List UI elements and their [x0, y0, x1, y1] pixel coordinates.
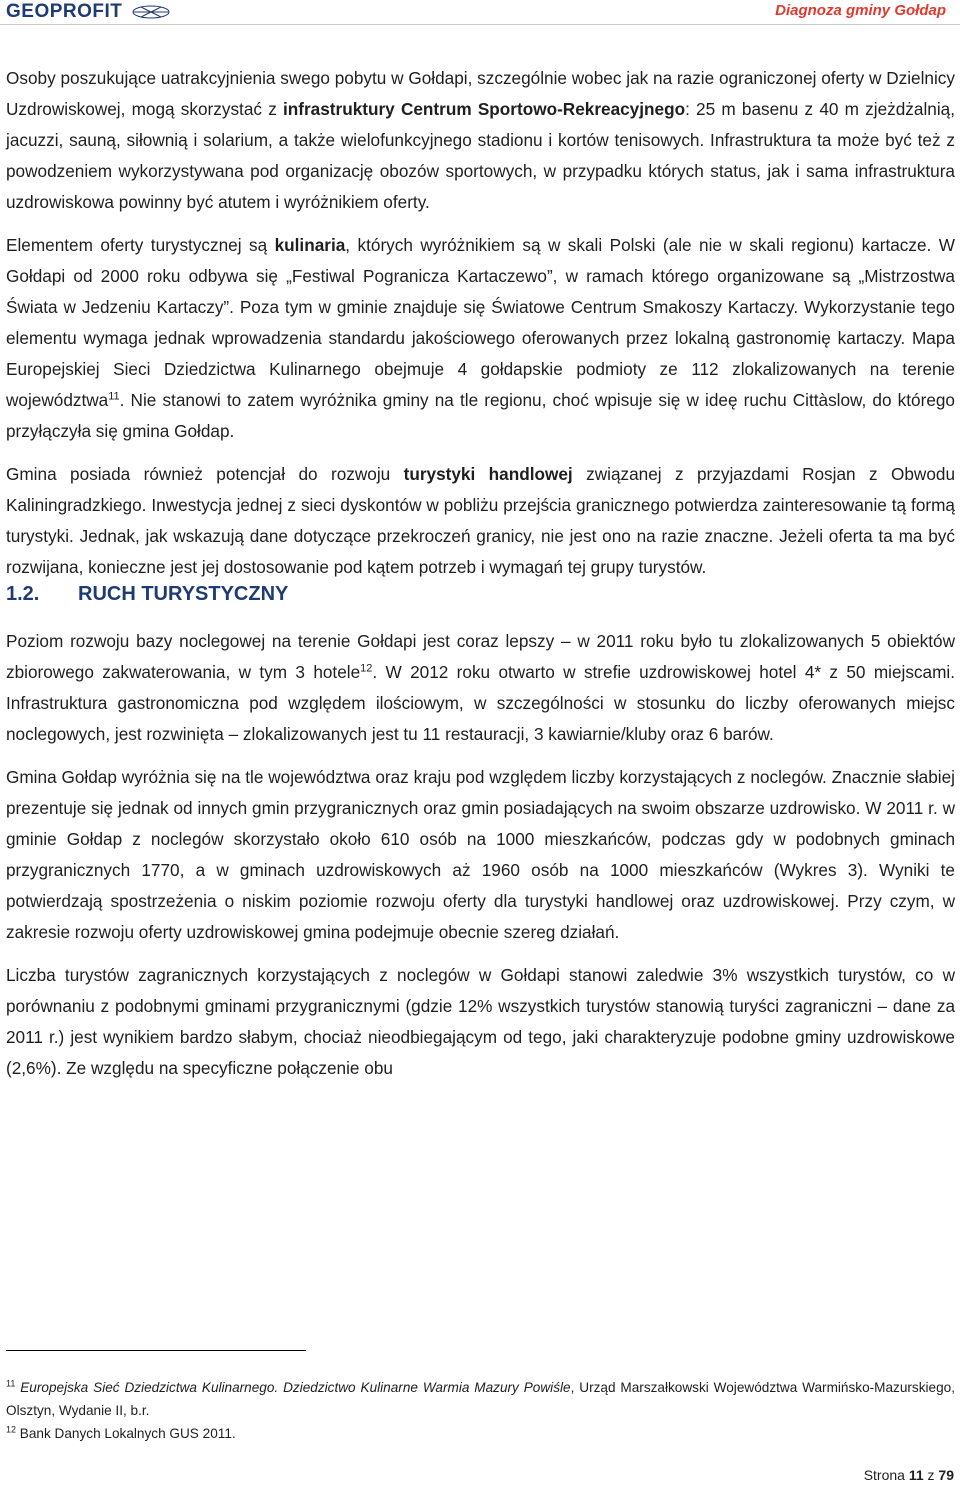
logo-globe-icon — [131, 5, 171, 19]
footnote-divider — [6, 1350, 306, 1351]
logo-text: GEOPROFIT — [6, 1, 123, 22]
paragraph-sports-infrastructure: Osoby poszukujące uatrakcyjnienia swego pobytu w Gołdapi, szczególnie wobec jak na razie ograniczonej oferty w Dzielnicy Uzdrowiskowej, mogą skorzystać z infrastruktury Centrum Sportowo-Rekreacyjnego: 25 m basenu z 40 m zjeżdżalnią, jacuzzi, sauną, siłownią i solarium, a także wielofunkcyjnego stadionu i kortów tenisowych. Infrastruktura ta może być też z powodzeniem wykorzystywana pod organizację obozów sportowych, w przypadku których status, jak i sama infrastruktura uzdrowiskowa powinny być atutem i wyróżnikiem oferty. — [6, 68, 955, 212]
footnote-ref: 12 — [360, 662, 373, 675]
bold-term: infrastruktury Centrum Sportowo-Rekreacyjnego — [283, 99, 686, 119]
paragraph-accommodation: Poziom rozwoju bazy noclegowej na terenie Gołdapi jest coraz lepszy – w 2011 roku było tu zlokalizowanych 5 obiektów zbiorowego zakwaterowania, w tym 3 hotele$^{12}$. W 2012 roku otwarto w strefie uzdrowiskowej hotel 4* z 50 miejscami. Infrastruktura gastronomiczna pod względem ilościowym, w szczególności w stosunku do liczby oferowanych miejsc noclegowych, jest rozwinięta – zlokalizowanych jest tu 11 restauracji, 3 kawiarnie/kluby oraz 6 barów. — [6, 631, 955, 744]
section-number: 1.2. — [6, 583, 40, 605]
header-divider — [0, 24, 960, 25]
paragraph-foreign-tourists: Liczba turystów zagranicznych korzystających z noclegów w Gołdapi stanowi zaledwie 3% wszystkich turystów, co w porównaniu z podobnymi gminami przygranicznymi (gdzie 12% wszystkich turystów stanowią turyści zagraniczni – dane za 2011 r.) jest wynikiem bardzo słabym, chociaż nieodbiegającym od tego, jaki charakteryzuje podobne gminy uzdrowiskowe (2,6%). Ze względu na specyficzne połączenie obu — [6, 965, 955, 1078]
section-heading — [6, 583, 955, 606]
footnote-ref: 11 — [108, 390, 120, 403]
section-title: RUCH TURYSTYCZNY — [78, 583, 289, 605]
geoprofit-logo — [6, 1, 171, 23]
document-title: Diagnoza gminy Gołdap — [775, 2, 946, 19]
page-header — [0, 0, 960, 22]
bold-term: kulinaria — [274, 235, 346, 255]
footnote-12: $^{12}$ Bank Danych Lokalnych GUS 2011. — [6, 1424, 236, 1441]
page-body — [6, 63, 955, 1084]
paragraph-overnight-stays: Gmina Gołdap wyróżnia się na tle województwa oraz kraju pod względem liczby korzystających z noclegów. Znacznie słabiej prezentuje się jednak od innych gmin przygranicznych oraz gmin posiadających na swoim obszarze uzdrowisko. W 2011 r. w gminie Gołdap z noclegów skorzystało około 610 osób na 1000 mieszkańców, podczas gdy w podobnych gminach przygranicznych 1770, a w gminach uzdrowiskowych aż 1960 osób na 1000 mieszkańców (Wykres 3). Wyniki te potwierdzają spostrzeżenia o niskim poziomie rozwoju oferty dla turystyki handlowej oraz uzdrowiskowej. Przy czym, w zakresie rozwoju oferty uzdrowiskowej gmina podejmuje obecnie szereg działań. — [6, 767, 955, 942]
footnote-11: $^{11}$ Europejska Sieć Dziedzictwa Kulinarnego. Dziedzictwo Kulinarne Warmia Mazury Powiśle, Urząd Marszałkowski Województwa Warmińsko-Mazurskiego, Olsztyn, Wydanie II, b.r. — [6, 1378, 956, 1418]
paragraph-shopping-tourism: Gmina posiada również potencjał do rozwoju turystyki handlowej związanej z przyjazdami Rosjan z Obwodu Kaliningradzkiego. Inwestycja jednej z sieci dyskontów w pobliżu przejścia granicznego potwierdza zainteresowanie tą formą turystyki. Jednak, jak wskazują dane dotyczące przekroczeń granicy, nie jest ono na razie znaczne. Jeżeli oferta ta ma być rozwijana, konieczne jest jej dostosowanie pod kątem potrzeb i wymagań tej grupy turystów. — [6, 464, 956, 577]
footnotes — [6, 1376, 955, 1445]
paragraph-culinary: Elementem oferty turystycznej są kulinaria, których wyróżnikiem są w skali Polski (ale nie w skali regionu) kartacze. W Gołdapi od 2000 roku odbywa się „Festiwal Pogranicza Kartaczewo”, w ramach którego organizowane są „Mistrzostwa Świata w Jedzeniu Kartaczy”. Poza tym w gminie znajduje się Światowe Centrum Smakoszy Kartaczy. Wykorzystanie tego elementu wymaga jednak wprowadzenia standardu jakościowego oferowanych przez lokalną gastronomię kartaczy. Mapa Europejskiej Sieci Dziedzictwa Kulinarnego obejmuje 4 gołdapskie podmioty ze 112 zlokalizowanych na terenie województwa$^{11}$. Nie stanowi to zatem wyróżnika gminy na tle regionu, choć wpisuje się w ideę ruchu Cittàslow, do którego przyłączyła się gmina Gołdap. — [6, 235, 955, 441]
bold-term: turystyki handlowej — [403, 464, 573, 484]
page-number: Strona 11 z 79 — [863, 1467, 954, 1483]
